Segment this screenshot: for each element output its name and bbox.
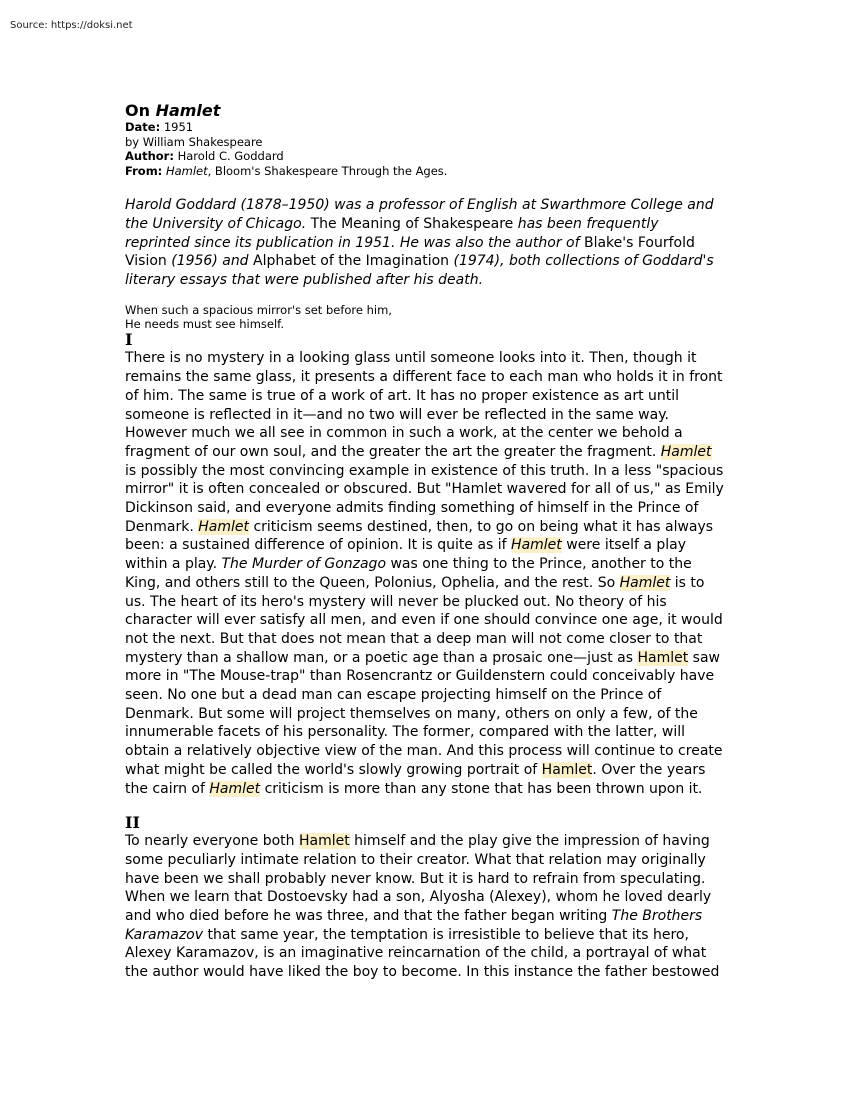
intro-book-title: The Meaning of Shakespeare (310, 215, 514, 232)
document-body (125, 101, 727, 982)
meta-from (125, 164, 727, 179)
epigraph-line: He needs must see himself. (125, 317, 285, 332)
body-text: were itself a play within a play. (125, 537, 687, 573)
meta-author (125, 149, 727, 164)
date-label: Date: (125, 120, 161, 134)
section-heading-1: I (125, 330, 133, 350)
highlighted-term[interactable]: Hamlet (209, 780, 261, 797)
page-title (125, 101, 727, 120)
meta-date (125, 120, 727, 135)
body-text: . Over the years the cairn of (125, 761, 706, 797)
from-title: Hamlet (165, 163, 208, 178)
highlighted-term[interactable]: Hamlet (637, 649, 689, 666)
author-value: Harold C. Goddard (177, 149, 284, 163)
body-text: saw more in "The Mouse-trap" than Rosencrantz or Guildenstern could conceivably have seen. No one but a dead man can escape projecting himself on the Prince of Denmark. But some will project themselves on many, others on only a few, of the innumerable facets of his personality. The former, compared with the latter, will obtain a relatively objective view of the man. And this process will continue to create what might be called the world's slowly growing portrait of (125, 649, 723, 778)
section-2-paragraph (125, 832, 727, 982)
title-emphasis: Hamlet (155, 101, 221, 120)
body-text: To nearly everyone both (125, 833, 299, 850)
intro-book-title: Alphabet of the Imagination (253, 253, 450, 270)
epigraph-line: When such a spacious mirror's set before him, (125, 302, 392, 317)
body-text: that same year, the temptation is irresistible to believe that its hero, Alexey Karamazov, is an imaginative reincarnation of the child, a portrayal of what the author would have liked the boy to become. In this instance the father bestowed (125, 926, 720, 981)
section-1-paragraph (125, 349, 727, 798)
body-text: There is no mystery in a looking glass until someone looks into it. Then, though it remains the same glass, it presents a different face to each man who holds it in front of him. The same is true of a work of art. It has no proper existence as art until someone is reflected in it—and no two will ever be reflected in the same way. However much we all see in common in such a work, at the center we behold a fragment of our own soul, and the greater the art the greater the fragment. (125, 350, 723, 460)
intro-book-title: Blake's Fourfold Vision (125, 234, 695, 270)
source-line: Source: https://doksi.net (10, 20, 133, 31)
italic-title: The Murder of Gonzago (221, 556, 387, 573)
highlighted-term[interactable]: Hamlet (541, 761, 593, 778)
highlighted-term[interactable]: Hamlet (298, 833, 350, 850)
section-heading-2: II (125, 813, 140, 833)
body-text: is possibly the most convincing example in existence of this truth. In a less "spacious mirror" it is often concealed or obscured. But "Hamlet wavered for all of us," as Emily Dickinson said, and everyone admits finding something of himself in the Prince of Denmark. (125, 462, 724, 535)
date-value: 1951 (163, 120, 194, 134)
body-text: is to us. The heart of its hero's mystery will never be plucked out. No theory of his character will ever satisfy all men, and even if one should convince one age, it would not the next. But that does not mean that a deep man will not come closer to that mystery than a shallow man, or a poetic age than a prosaic one—just as (125, 574, 723, 666)
highlighted-term[interactable]: Hamlet (660, 443, 712, 460)
body-text: was one thing to the Prince, another to the King, and others still to the Queen, Polonius, Ophelia, and the rest. So (125, 556, 692, 591)
body-text: criticism seems destined, then, to go on being what it has always been: a sustained difference of opinion. It is quite as if (125, 518, 714, 554)
meta-by-line: by William Shakespeare (125, 134, 263, 149)
intro-text: (1974), both collections of Goddard's literary essays that were published after his death. (125, 253, 714, 289)
from-rest: , Bloom's Shakespeare Through the Ages. (207, 163, 448, 178)
author-label: Author: (125, 149, 174, 163)
intro-text: Harold Goddard (1878–1950) was a professor of English at Swarthmore College and the University of Chicago. (125, 197, 714, 232)
title-prefix: On (125, 101, 156, 120)
highlighted-term[interactable]: Hamlet (198, 518, 249, 535)
intro-text: has been frequently reprinted since its publication in 1951. He was also the author of (125, 215, 659, 251)
italic-title: The Brothers Karamazov (125, 908, 703, 943)
highlighted-term[interactable]: Hamlet (619, 574, 671, 591)
highlighted-term[interactable]: Hamlet (511, 537, 562, 554)
body-text: himself and the play give the impression of having some peculiarly intimate relation to their creator. What that relation may originally have been we shall probably never know. But it is hard to refrain from speculating. When we learn that Dostoevsky had a son, Alyosha (Alexey), whom he loved dearly and who died before he was three, and that the father began writing (125, 833, 712, 925)
intro-text: (1956) and (166, 253, 254, 270)
intro-paragraph (125, 196, 727, 290)
body-text: criticism is more than any stone that has been thrown upon it. (260, 780, 703, 797)
epigraph (125, 303, 727, 331)
from-label: From: (125, 163, 163, 178)
